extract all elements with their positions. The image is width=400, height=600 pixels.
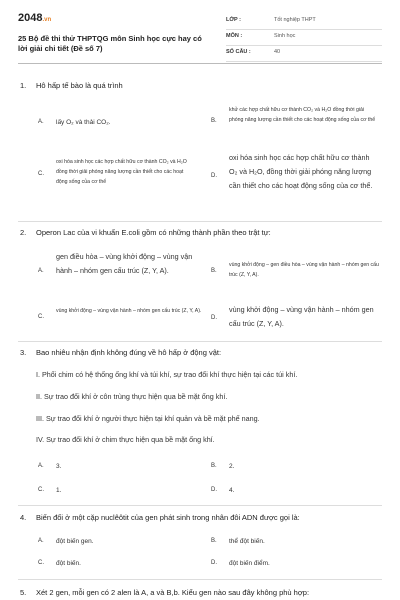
option-text: vùng khởi động – vùng vận hành – nhóm gen cấu trúc (Z, Y, A). bbox=[56, 308, 202, 314]
question-number: 3. bbox=[20, 348, 27, 357]
option-text: 1. bbox=[56, 487, 62, 494]
option-text: thể đột biến. bbox=[229, 538, 265, 545]
question-heading bbox=[18, 348, 382, 358]
statement-1: I. Phổi chim có hệ thống ống khí và túi khí, sự trao đổi khí thực hiện tại các túi khí. bbox=[36, 370, 298, 379]
meta-key: MÔN : bbox=[226, 33, 243, 39]
question-heading bbox=[18, 228, 382, 238]
option-text: vùng khởi động – vùng vận hành – nhóm gen cấu trúc (Z, Y, A). bbox=[229, 305, 374, 328]
option-text: 2. bbox=[229, 463, 235, 470]
question-heading bbox=[18, 513, 382, 523]
option-text: oxi hóa sinh học các hợp chất hữu cơ thành O₂ và H₂O, đồng thời giải phóng năng lượng cần thiết cho các hoạt động sống của cơ thể. bbox=[229, 153, 373, 190]
option-text: lấy O₂ và thải CO₂. bbox=[56, 119, 111, 126]
meta-value: 40 bbox=[274, 49, 281, 55]
option-label: B. bbox=[211, 463, 217, 469]
site-logo[interactable] bbox=[18, 12, 51, 24]
question-text: Operon Lac của vi khuẩn E.coli gồm có những thành phần theo trật tự: bbox=[36, 228, 271, 237]
brand-suffix: .vn bbox=[42, 17, 52, 23]
statement-2: II. Sự trao đổi khí ở côn trùng thực hiện qua bề mặt ống khí. bbox=[36, 392, 228, 401]
option-text: gen điều hòa – vùng khởi động – vùng vận hành – nhóm gen cấu trúc (Z, Y, A). bbox=[56, 252, 193, 275]
option-label: C. bbox=[38, 487, 44, 493]
brand-name: 2048 bbox=[18, 12, 43, 24]
question-heading bbox=[18, 588, 382, 598]
option-label: C. bbox=[38, 314, 44, 320]
question-separator bbox=[18, 579, 382, 580]
meta-value: Sinh học bbox=[274, 33, 296, 39]
question-number: 1. bbox=[20, 81, 27, 90]
meta-value: Tốt nghiệp THPT bbox=[274, 17, 316, 23]
question-number: 2. bbox=[20, 228, 27, 237]
option-label: D. bbox=[211, 315, 217, 321]
question-separator bbox=[18, 221, 382, 222]
question-text: Bao nhiêu nhận định không đúng về hô hấp ở động vật: bbox=[36, 348, 222, 357]
question-number: 5. bbox=[20, 588, 27, 597]
question-heading bbox=[18, 81, 382, 91]
question-4 bbox=[18, 513, 382, 567]
statement-4: IV. Sự trao đổi khí ở chim thực hiện qua bề mặt ống khí. bbox=[36, 435, 215, 444]
meta-row-count bbox=[226, 46, 382, 62]
option-text: 3. bbox=[56, 463, 62, 470]
option-label: A. bbox=[38, 538, 44, 544]
meta-key: LỚP : bbox=[226, 17, 241, 23]
meta-key: SỐ CÂU : bbox=[226, 49, 251, 55]
question-1 bbox=[18, 81, 382, 190]
option-text: oxi hóa sinh học các hợp chất hữu cơ thành CO₂ và H₂O đồng thời giải phóng năng lượng cần thiết cho các hoạt động sống của cơ thể bbox=[56, 159, 187, 185]
question-text: Biến đổi ở một cặp nuclêôtit của gen phát sinh trong nhân đôi ADN được gọi là: bbox=[36, 513, 300, 522]
option-text: đột biến điểm. bbox=[229, 560, 270, 567]
option-label: A. bbox=[38, 463, 44, 469]
option-label: D. bbox=[211, 560, 217, 566]
option-text: khử các hợp chất hữu cơ thành CO₂ và H₂O đồng thời giải phóng năng lượng cần thiết cho các hoạt động sống của cơ thể bbox=[229, 107, 376, 123]
option-label: A. bbox=[38, 119, 44, 125]
document-meta bbox=[226, 14, 382, 62]
option-text: vùng khởi động – gen điều hòa – vùng vận hành – nhóm gen cấu trúc (Z, Y, A). bbox=[229, 262, 379, 278]
option-label: C. bbox=[38, 560, 44, 566]
document-title: 25 Bộ đề thi thử THPTQG môn Sinh học cực hay có lời giải chi tiết (Đề số 7) bbox=[18, 34, 202, 53]
option-label: A. bbox=[38, 268, 44, 274]
option-text: đột biến gen. bbox=[56, 538, 94, 545]
question-separator bbox=[18, 341, 382, 342]
question-text: Xét 2 gen, mỗi gen có 2 alen là A, a và B,b. Kiểu gen nào sau đây không phù hợp: bbox=[36, 588, 310, 597]
question-2 bbox=[18, 228, 382, 328]
question-text: Hô hấp tế bào là quá trình bbox=[36, 81, 123, 90]
option-label: D. bbox=[211, 173, 217, 179]
option-label: D. bbox=[211, 487, 217, 493]
question-5 bbox=[18, 588, 382, 598]
option-label: C. bbox=[38, 171, 44, 177]
header-divider bbox=[18, 63, 382, 64]
meta-row-subject bbox=[226, 30, 382, 46]
option-text: đột biến. bbox=[56, 560, 81, 567]
document-header bbox=[18, 12, 382, 56]
question-number: 4. bbox=[20, 513, 27, 522]
option-label: B. bbox=[211, 268, 217, 274]
option-label: B. bbox=[211, 118, 217, 124]
statement-3: III. Sự trao đổi khí ở người thực hiện tại khí quản và bề mặt phế nang. bbox=[36, 414, 260, 423]
option-label: B. bbox=[211, 538, 217, 544]
question-3 bbox=[18, 348, 382, 494]
question-separator bbox=[18, 505, 382, 506]
option-text: 4. bbox=[229, 487, 235, 494]
meta-row-class bbox=[226, 14, 382, 30]
